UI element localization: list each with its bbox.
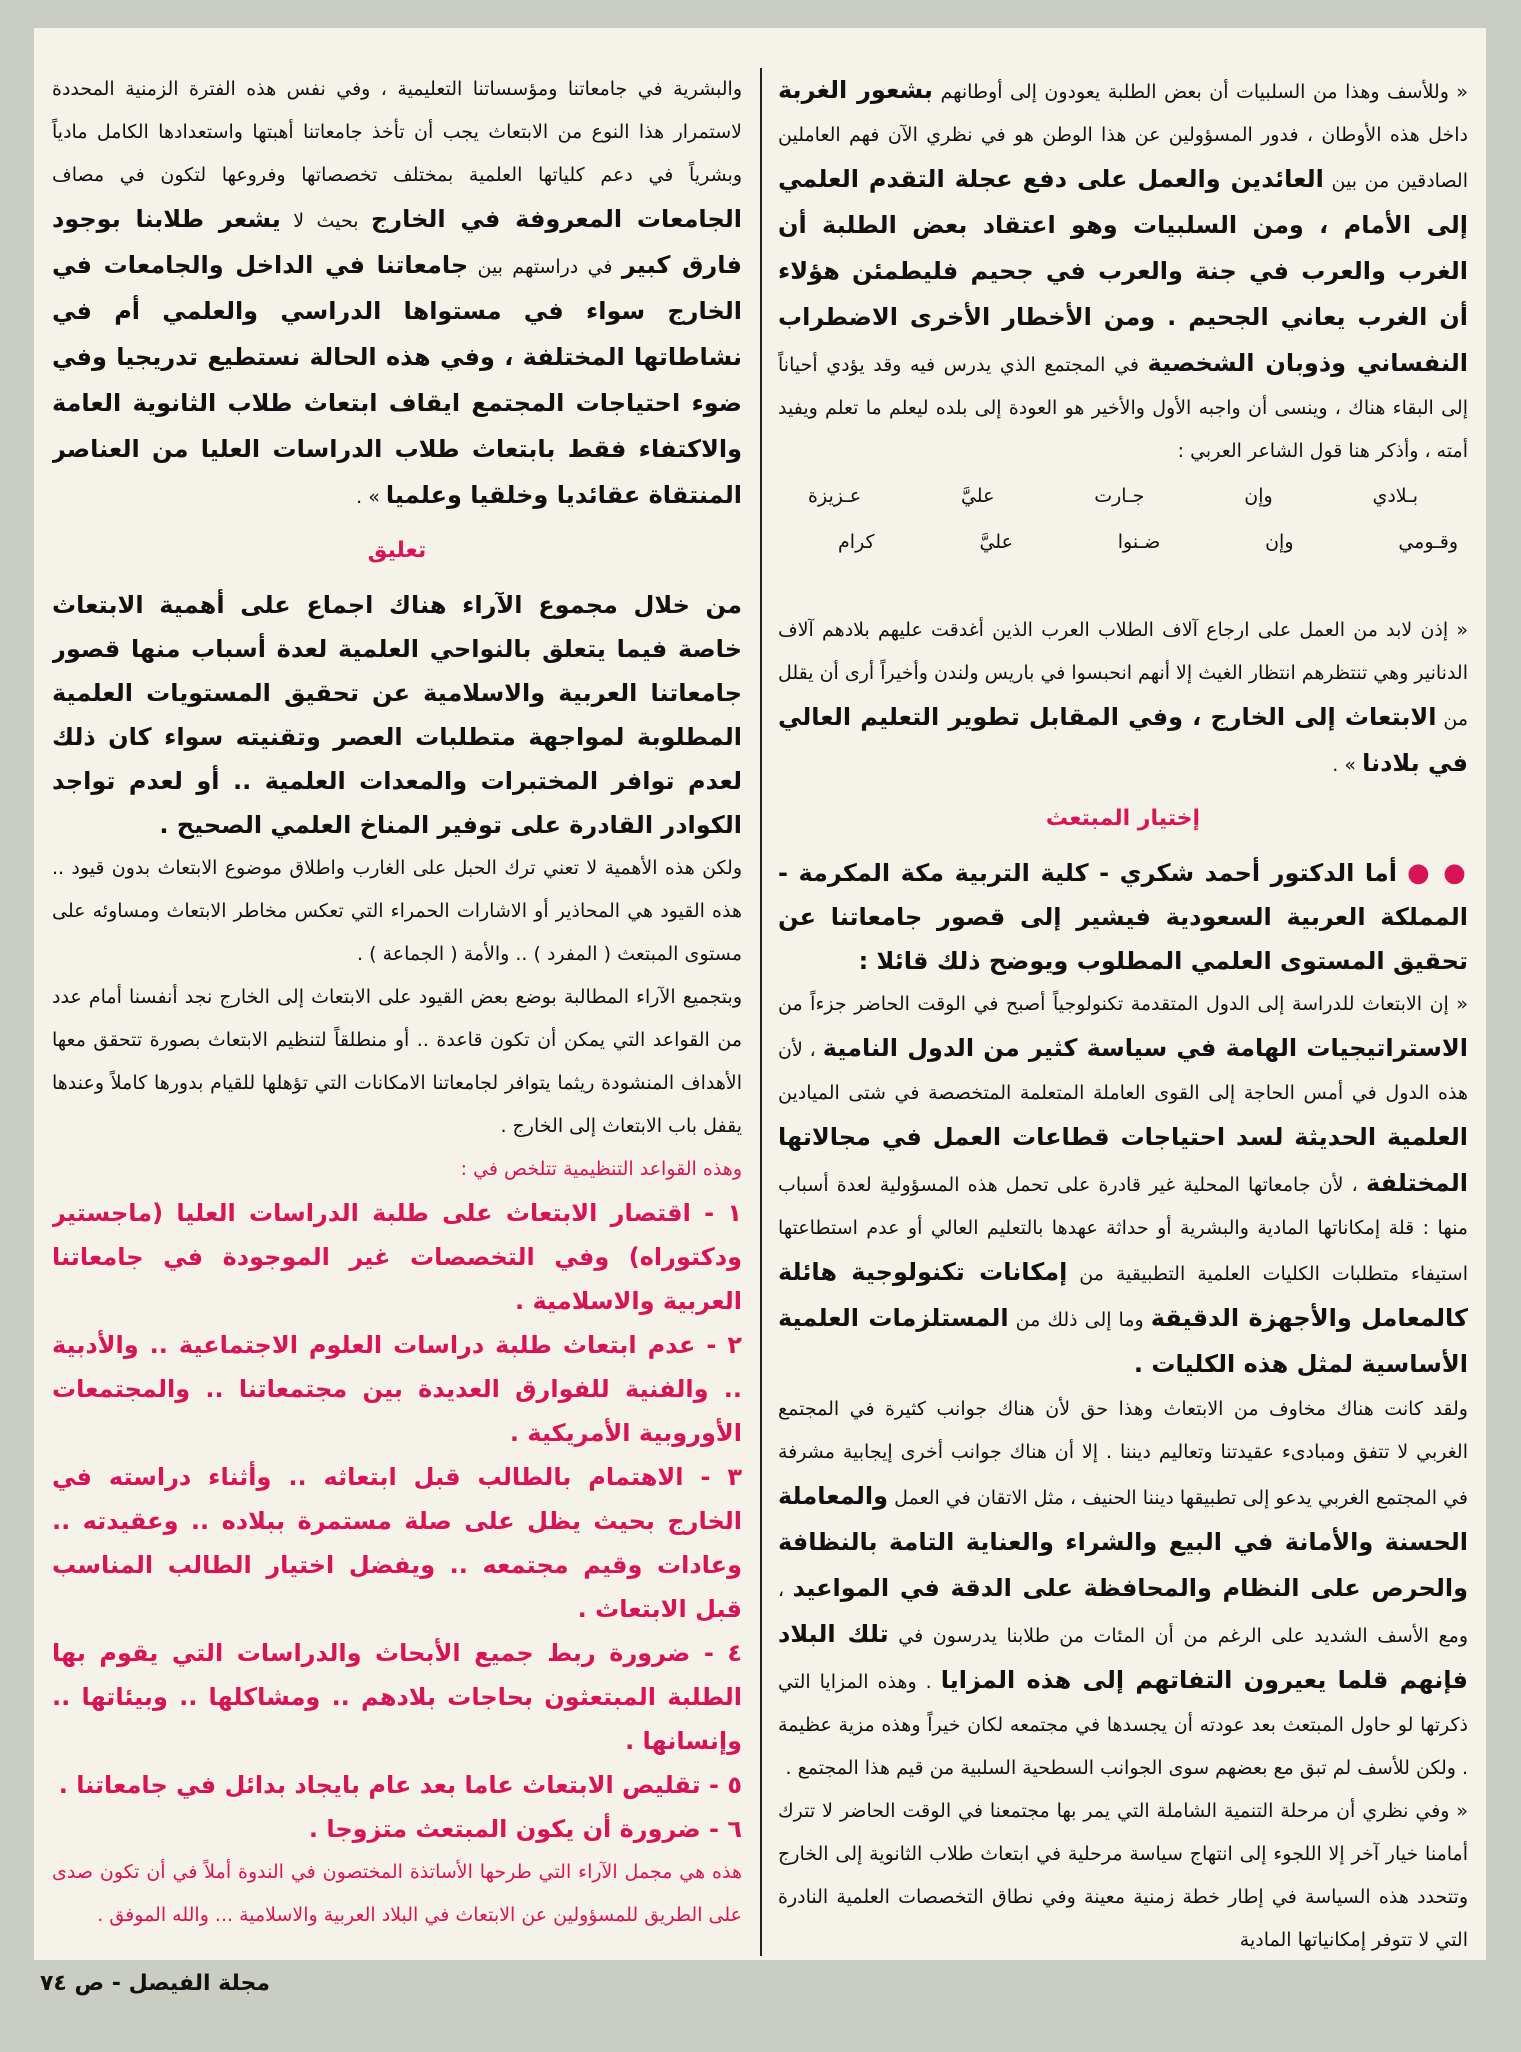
closing-paragraph: هذه هي مجمل الآراء التي طرحها الأساتذة المختصون في الندوة أملاً في أن تكون صدى على الطريق للمسؤولين عن الابتعاث في البلاد العربية والاسلامية ... والله الموفق . xyxy=(52,1861,742,1926)
magazine-page xyxy=(34,28,1486,1960)
paragraph-7: والبشرية في جامعاتنا ومؤسساتنا التعليمية ، وفي نفس هذه الفترة الزمنية المحددة لاستمرار هذا النوع من الابتعاث يجب أن تأخذ جامعاتنا أهبتها واستعدادها الكامل مادياً وبشرياً في دعم كلياتها العلمية بمختلف تخصصاتها وفروعها لتكون في مصاف الجامعات المعروفة في الخارج بحيث لا يشعر طلابنا بوجود فارق كبير في دراستهم بين جامعاتنا في الداخل والجامعات في الخارج سواء في مستواها الدراسي والعلمي أم في نشاطاتها المختلفة ، وفي هذه الحالة نستطيع تدريجيا وفي ضوء احتياجات المجتمع ايقاف ابتعاث طلاب الثانوية العامة والاكتفاء فقط بابتعاث طلاب الدراسات العليا من العناصر المنتقاة عقائديا وخلقيا وعلميا » . xyxy=(52,78,742,509)
right-column xyxy=(778,68,1468,1958)
rule-3: ٣ - الاهتمام بالطالب قبل ابتعاثه .. وأثناء دراسته في الخارج بحيث يظل على صلة مستمرة ببلاده .. وعقيدته .. وعادات وقيم مجتمعه .. ويفضل اختيار الطالب المناسب قبل الابتعاث . xyxy=(52,1463,742,1623)
paragraph-8: ولكن هذه الأهمية لا تعني ترك الحبل على الغارب واطلاق موضوع الابتعاث بدون قيود .. هذه القيود هي المحاذير أو الاشارات الحمراء التي تعكس مخاطر الابتعاث ومساوئه على مستوى المبتعث ( المفرد ) .. والأمة ( الجماعة ) . xyxy=(52,857,742,965)
paragraph-2: « إذن لابد من العمل على ارجاع آلاف الطلاب العرب الذين أغدقت عليهم بلادهم آلاف الدنانير وهي تنتظرهم انتظار الغيث إلا أنهم انحبسوا في باريس ولندن وأخيراً أرى أن يقلل من الابتعاث إلى الخارج ، وفي المقابل تطوير التعليم العالي في بلادنا » . xyxy=(778,619,1468,777)
page-footer: مجلة الفيصل - ص ٧٤ xyxy=(40,1971,270,1996)
rules-intro: وهذه القواعد التنظيمية تتلخص في : xyxy=(460,1158,742,1180)
paragraph-4: « إن الابتعاث للدراسة إلى الدول المتقدمة تكنولوجياً أصبح في الوقت الحاضر جزءاً من الاستراتيجيات الهامة في سياسة كثير من الدول النامية ، لأن هذه الدول في أمس الحاجة إلى القوى العاملة المتعلمة المتخصصة في شتى الميادين العلمية الحديثة لسد احتياجات قطاعات العمل في مجالاتها المختلفة ، لأن جامعاتها المحلية غير قادرة على تحمل هذه المسؤولية لعدة أسباب منها : قلة إمكاناتها المادية والبشرية أو حداثة عهدها بالتعليم العالي أو عدم استطاعتها استيفاء متطلبات الكليات العلمية التطبيقية من إمكانات تكنولوجية هائلة كالمعامل والأجهزة الدقيقة وما إلى ذلك من المستلزمات العلمية الأساسية لمثل هذه الكليات . xyxy=(778,993,1468,1378)
bullet-dots-icon: ● ● xyxy=(1407,858,1468,888)
rule-5: ٥ - تقليص الابتعاث عاما بعد عام بايجاد بدائل في جامعاتنا . xyxy=(58,1771,742,1799)
section-heading-comment: تعليق xyxy=(367,538,427,563)
rule-2: ٢ - عدم ابتعاث طلبة دراسات العلوم الاجتماعية .. والأدبية .. والفنية للفوارق العديدة بين مجتمعاتنا .. والمجتمعات الأوروبية الأمريكية . xyxy=(52,1331,742,1447)
rule-1: ١ - اقتصار الابتعاث على طلبة الدراسات العليا (ماجستير ودكتوراه) وفي التخصصات غير الموجودة في جامعاتنا العربية والاسلامية . xyxy=(52,1199,742,1315)
left-column xyxy=(52,68,742,1958)
poem-verse-1: بـلادي وإن جـارت عليَّ عـزيزة xyxy=(808,485,1418,507)
paragraph-3: ● ●أما الدكتور أحمد شكري - كلية التربية مكة المكرمة - المملكة العربية السعودية فيشير إلى قصور جامعاتنا عن تحقيق المستوى العلمي المطلوب ويوضح ذلك قائلا : xyxy=(778,858,1468,975)
paragraph-9: وبتجميع الآراء المطالبة بوضع بعض القيود على الابتعاث إلى الخارج نجد أنفسنا أمام عدد من القواعد التي يمكن أن تكون قاعدة .. أو منطلقاً لتنظيم الابتعاث بصورة تتحقق معها الأهداف المنشودة ريثما يتوافر لجامعاتنا الامكانات التي تؤهلها للقيام بدورها كاملاً وعندها يقفل باب الابتعاث إلى الخارج . xyxy=(52,986,742,1137)
spacer xyxy=(778,565,1468,609)
rule-6: ٦ - ضرورة أن يكون المبتعث متزوجا . xyxy=(308,1815,742,1843)
paragraph-1: « وللأسف وهذا من السلبيات أن بعض الطلبة يعودون إلى أوطانهم بشعور الغربة داخل هذه الأوطان ، فدور المسؤولين عن هذا الوطن هو في نظري الآن فهم العاملين الصادقين من بين العائدين والعمل على دفع عجلة التقدم العلمي إلى الأمام ، ومن السلبيات وهو اعتقاد بعض الطلبة أن الغرب والعرب في جنة والعرب في جحيم فليطمئن هؤلاء أن الغرب يعاني الجحيم . ومن الأخطار الأخرى الاضطراب النفساني وذوبان الشخصية في المجتمع الذي يدرس فيه وقد يؤدي أحياناً إلى البقاء هناك ، وينسى أن واجبه الأول والأخير هو العودة إلى بلده ليعلم ما تعلم ويفيد أمته ، وأذكر هنا قول الشاعر العربي : xyxy=(778,76,1468,462)
column-divider xyxy=(760,68,762,1956)
section-heading-selection: إختيار المبتعث xyxy=(1045,806,1201,831)
rule-4: ٤ - ضرورة ربط جميع الأبحاث والدراسات التي يقوم بها الطلبة المبتعثون بحاجات بلادهم .. ومشاكلها .. وبيئاتها .. وإنسانها . xyxy=(52,1639,742,1755)
poem-verse-2: وقـومي وإن ضـنوا عليَّ كرام xyxy=(838,531,1458,553)
paragraph-5: ولقد كانت هناك مخاوف من الابتعاث وهذا حق لأن هناك جوانب كثيرة في المجتمع الغربي لا تتفق ومبادىء عقيدتنا وتعاليم ديننا . إلا أن هناك جوانب أخرى إيجابية مشرفة في المجتمع الغربي يدعو إلى تطبيقها ديننا الحنيف ، مثل الاتقان في العمل والمعاملة الحسنة والأمانة في البيع والشراء والعناية التامة بالنظافة والحرص على النظام والمحافظة على الدقة في المواعيد ، ومع الأسف الشديد على الرغم من أن المئات من طلابنا يدرسون في تلك البلاد فإنهم قلما يعيرون التفاتهم إلى هذه المزايا . وهذه المزايا التي ذكرتها لو حاول المبتعث بعد عودته أن يجسدها في مجتمعه لكان خيراً وهذه مزية عظيمة . ولكن للأسف لم تبق مع بعضهم سوى الجوانب السطحية السلبية من قيم هذا المجتمع . xyxy=(778,1398,1468,1779)
comment-paragraph: من خلال مجموع الآراء هناك اجماع على أهمية الابتعاث خاصة فيما يتعلق بالنواحي العلمية لعدة أسباب منها قصور جامعاتنا العربية والاسلامية عن تحقيق المستويات العلمية المطلوبة لمواجهة متطلبات العصر وتقنيته سواء كان ذلك لعدم توافر المختبرات والمعدات العلمية .. أو لعدم تواجد الكوادر القادرة على توفير المناخ العلمي الصحيح . xyxy=(52,591,742,839)
paragraph-6: « وفي نظري أن مرحلة التنمية الشاملة التي يمر بها مجتمعنا في الوقت الحاضر لا تترك أمامنا خيار آخر إلا اللجوء إلى انتهاج سياسة مرحلية في ابتعاث طلاب الثانوية إلى الخارج وتتحدد هذه السياسة في إطار خطة زمنية معينة وفي نطاق التخصصات العلمية النادرة التي لا تتوفر إمكانياتها المادية xyxy=(778,1800,1468,1951)
